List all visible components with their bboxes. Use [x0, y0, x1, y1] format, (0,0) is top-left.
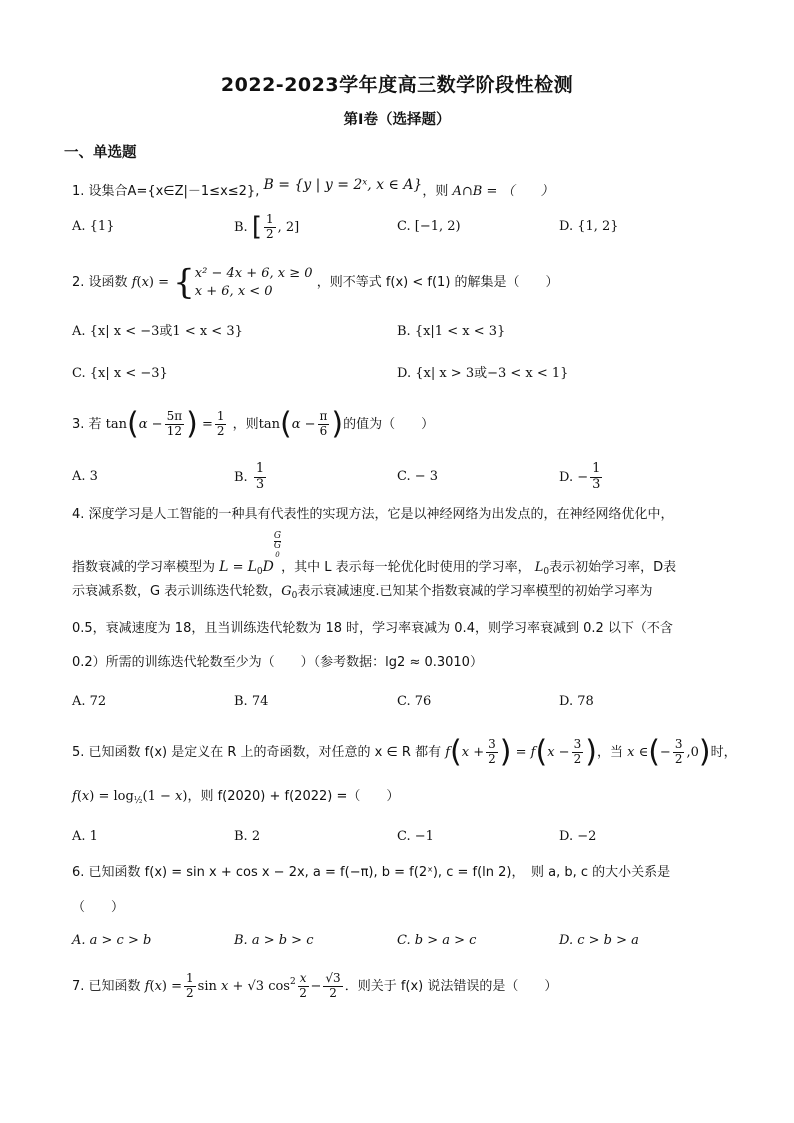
q2-case-1: x² − 4x + 6, x ≥ 0: [194, 266, 313, 281]
q3-mid: ，则: [232, 416, 259, 432]
q4-option-a: A. 72: [72, 694, 107, 709]
q4-line-2c: 表示初始学习率，D表: [549, 559, 677, 575]
question-6-line-1: 6. 已知函数 f(x) = sin x + cos x − 2x, a = f(−π), b = f(2ˣ), c = f(ln 2)， 则 a, b, c 的大小关系是: [72, 865, 671, 880]
q5-option-d: D. −2: [559, 829, 597, 844]
question-4-line-3: 示衰减系数，G 表示训练迭代轮数，$G_0$表示衰减速度.已知某个指数衰减的学习率模型的初始学习率为: [72, 584, 653, 601]
q1-option-c: C. [−1, 2): [397, 219, 461, 234]
question-5-line-1: 5. 已知函数 f(x) 是定义在 R 上的奇函数，对任意的 x ∈ R 都有 f(x + $\frac{3}{2}$ ) = f(x − $\frac{3}{2}$ )，当 x ∈(− $\frac{3}{2}$ ,0)时，: [72, 734, 737, 770]
q2-option-b: B. {x|1 < x < 3}: [397, 324, 506, 339]
question-3: 3. 若 tan(α − $\frac{5\pi}{12}$ ) = $\frac{1}{2}$ ，则tan(α − $\frac{\pi}{6}$ )的值为（ ）: [72, 406, 435, 442]
q6-option-d: D. c > b > a: [559, 933, 639, 948]
q1-option-b: B. [ $\frac{1}{2}$ , 2]: [234, 211, 300, 242]
q5-line-1b: ，当: [596, 744, 623, 760]
q1-prefix: 1. 设集合: [72, 184, 128, 199]
q3-option-a: A. 3: [72, 469, 98, 484]
q3-option-d: D. − $\frac{1}{3}$: [559, 461, 601, 492]
question-4-line-4: 0.5，衰减速度为 18，且当训练迭代轮数为 18 时，学习率衰减为 0.4，则学习率衰减到 0.2 以下（不含: [72, 621, 673, 636]
q1-set-a: A={x∈Z|－1≤x≤2},: [127, 184, 260, 199]
q7-prefix: 7. 已知函数: [72, 978, 141, 994]
question-4-line-2: 指数衰减的学习率模型为 $L = L_0D$ G G 0 ，其中 L 表示每一轮优化时使用的学习率， $L_0$表示初始学习率，D表: [72, 531, 677, 577]
q2-case-2: x + 6, x < 0: [194, 283, 273, 299]
q4-line-2b: ，其中 L 表示每一轮优化时使用的学习率，: [281, 559, 531, 575]
q2-option-d: D. {x| x > 3或−3 < x < 1}: [397, 366, 569, 381]
q4-option-d: D. 78: [559, 694, 594, 709]
q5-line-2: ，则 f(2020) + f(2022) =（ ）: [187, 789, 400, 804]
section-heading: 一、单选题: [64, 145, 137, 161]
q5-option-b: B. 2: [234, 829, 261, 844]
page-title: 2022-2023学年度高三数学阶段性检测: [220, 74, 574, 96]
q4-option-b: B. 74: [234, 694, 269, 709]
q1-option-b-tail: , 2]: [277, 219, 300, 235]
q2-option-a: A. {x| x < −3或1 < x < 3}: [72, 324, 243, 339]
q5-option-c: C. −1: [397, 829, 434, 844]
q3-prefix: 3. 若: [72, 416, 102, 432]
q4-line-3a: 示衰减系数，G 表示训练迭代轮数，: [72, 584, 282, 599]
q5-line-1a: 5. 已知函数 f(x) 是定义在 R 上的奇函数，对任意的 x ∈ R 都有: [72, 744, 442, 760]
q3-option-d-label: D. −: [559, 469, 589, 485]
q3-option-c: C. − 3: [397, 469, 439, 484]
q1-option-d: D. {1, 2}: [559, 219, 619, 234]
question-5-line-2: $f(x) = \log_{\frac{1}{2}}(1 - x)$，则 f(2020) + f(2022) =（ ）: [72, 789, 400, 806]
question-6-line-2: （ ）: [72, 900, 125, 915]
q5-line-1c: 时，: [710, 744, 737, 760]
question-2: 2. 设函数 f(x) = { x² − 4x + 6, x ≥ 0 x + 6, x < 0 ，则不等式 f(x) < f(1) 的解集是（ ）: [72, 262, 559, 303]
q1-option-b-label: B.: [234, 219, 248, 235]
q7-tail: ．则关于 f(x) 说法错误的是（ ）: [344, 978, 558, 994]
q6-option-a: A. a > c > b: [72, 933, 152, 948]
q4-option-c: C. 76: [397, 694, 432, 709]
section-subtitle: 第Ⅰ卷（选择题）: [343, 112, 451, 128]
question-4-line-1: 4. 深度学习是人工智能的一种具有代表性的实现方法，它是以神经网络为出发点的，在神经网络优化中，: [72, 507, 674, 522]
q1-option-a: A. {1}: [72, 219, 115, 234]
q1-set-b: B = {y | y = 2ˣ, x ∈ A}: [263, 177, 423, 193]
q5-option-a: A. 1: [72, 829, 98, 844]
question-7: 7. 已知函数 f(x) = $\frac{1}{2}$ sin x + √3 $\cos^2$ $\frac{x}{2}$ − $\frac{√3}{2}$ ．则关于 f(x) 说法错误的是（ ）: [72, 971, 558, 1000]
q3-option-b: B. $\frac{1}{3}$: [234, 461, 265, 492]
q2-option-c: C. {x| x < −3}: [72, 366, 168, 381]
q6-option-b: B. a > b > c: [234, 933, 314, 948]
q4-line-3b: 表示衰减速度.已知某个指数衰减的学习率模型的初始学习率为: [297, 584, 653, 599]
q4-line-2a: 指数衰减的学习率模型为: [72, 559, 216, 575]
q1-tail: ，则: [422, 184, 449, 199]
question-4-line-5: 0.2）所需的训练迭代轮数至少为（ ）（参考数据：lg2 ≈ 0.3010）: [72, 655, 483, 670]
q3-option-b-label: B.: [234, 469, 248, 485]
q3-tail: 的值为（ ）: [343, 416, 435, 432]
question-1: [72, 177, 554, 199]
q6-option-c: C. b > a > c: [397, 933, 477, 948]
q2-prefix: 2. 设函数: [72, 275, 128, 291]
q1-operation: A∩B = （ ）: [452, 184, 554, 199]
q2-tail: ，则不等式 f(x) < f(1) 的解集是（ ）: [316, 275, 559, 291]
